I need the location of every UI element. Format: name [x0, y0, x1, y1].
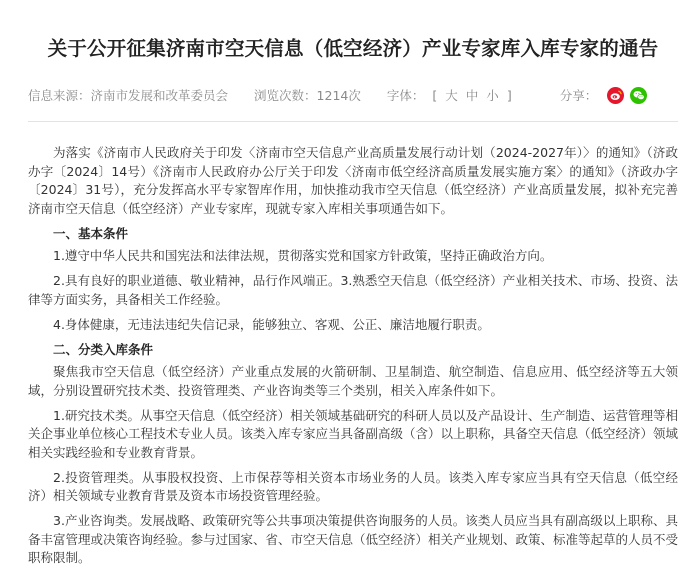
source-info	[28, 86, 228, 104]
class-consulting: 3.产业咨询类。发展战略、政策研究等公共事项决策提供咨询服务的人员。该类人员应当具有副高级以上职称、具备丰富管理或决策咨询经验。参与过国家、省、市空天信息（低空经济）相关产业规划、政策、标准等起草的人员不受职称限制。	[28, 513, 679, 565]
section-heading-classification: 二、分类入库条件	[53, 341, 154, 357]
font-size-small-button[interactable]: 小	[486, 88, 499, 103]
class-investment: 2.投资管理类。从事股权投资、上市保荐等相关资本市场业务的人员。该类入库专家应当具有空天信息（低空经济）相关领域专业教育背景及资本市场投资管理经验。	[28, 469, 678, 503]
article-body	[28, 144, 678, 568]
article-page	[0, 33, 700, 565]
wechat-share-icon[interactable]	[630, 87, 647, 104]
font-size-control	[387, 86, 520, 104]
article-meta	[28, 86, 678, 104]
source-label: 信息来源：	[28, 88, 91, 103]
font-bracket-close: ]	[506, 87, 512, 103]
font-size-label: 字体：	[386, 88, 425, 103]
view-count	[254, 86, 361, 104]
condition-1: 1.遵守中华人民共和国宪法和法律法规，贯彻落实党和国家方针政策，坚持正确政治方向。	[53, 248, 553, 263]
classification-intro: 聚焦我市空天信息（低空经济）产业重点发展的火箭研制、卫星制造、航空制造、信息应用、低空经济等五大领域，分别设置研究技术类、投资管理类、产业咨询类等三个类别，相关入库条件如下。	[28, 364, 678, 398]
share-bar	[560, 86, 654, 104]
font-size-medium-button[interactable]: 中	[465, 88, 479, 103]
wechat-icon	[633, 90, 645, 101]
views-value: 1214次	[316, 88, 361, 103]
views-label: 浏览次数：	[254, 88, 317, 103]
weibo-icon	[610, 90, 622, 101]
font-bracket-open: [	[432, 87, 438, 103]
share-label: 分享：	[559, 88, 598, 103]
intro-paragraph: 为落实《济南市人民政府关于印发〈济南市空天信息产业高质量发展行动计划（2024-2027年）〉的通知》（济政办字〔2024〕14号）《济南市人民政府办公厅关于印发〈济南市低空经济高质量发展实施方案〉的通知》（济政办字〔2024〕31号），充分发挥高水平专家智库作用，加快推动我市空天信息（低空经济）产业高质量发展，拟补充完善济南市空天信息（低空经济）产业专家库，现就专家入库相关事项通告如下。	[28, 145, 678, 216]
condition-4: 4.身体健康，无违法违纪失信记录，能够独立、客观、公正、廉洁地履行职责。	[53, 316, 490, 332]
condition-2-3: 2.具有良好的职业道德、敬业精神，品行作风端正。3.熟悉空天信息（低空经济）产业相关技术、市场、投资、法律等方面实务，具备相关工作经验。	[28, 273, 678, 307]
section-heading-basic: 一、基本条件	[53, 225, 129, 241]
article-title: 关于公开征集济南市空天信息（低空经济）产业专家库入库专家的通告	[47, 37, 659, 60]
source-value: 济南市发展和改革委员会	[90, 88, 229, 103]
class-research-tech: 1.研究技术类。从事空天信息（低空经济）相关领域基础研究的科研人员以及产品设计、生产制造、运营管理等相关企事业单位核心工程技术专业人员。该类入库专家应当具备副高级（含）以上职称，具备空天信息（低空经济）领域相关实践经验和专业教育背景。	[28, 407, 679, 460]
font-size-large-button[interactable]: 大	[445, 88, 458, 103]
header-divider	[28, 121, 678, 122]
weibo-share-icon[interactable]	[607, 87, 624, 104]
